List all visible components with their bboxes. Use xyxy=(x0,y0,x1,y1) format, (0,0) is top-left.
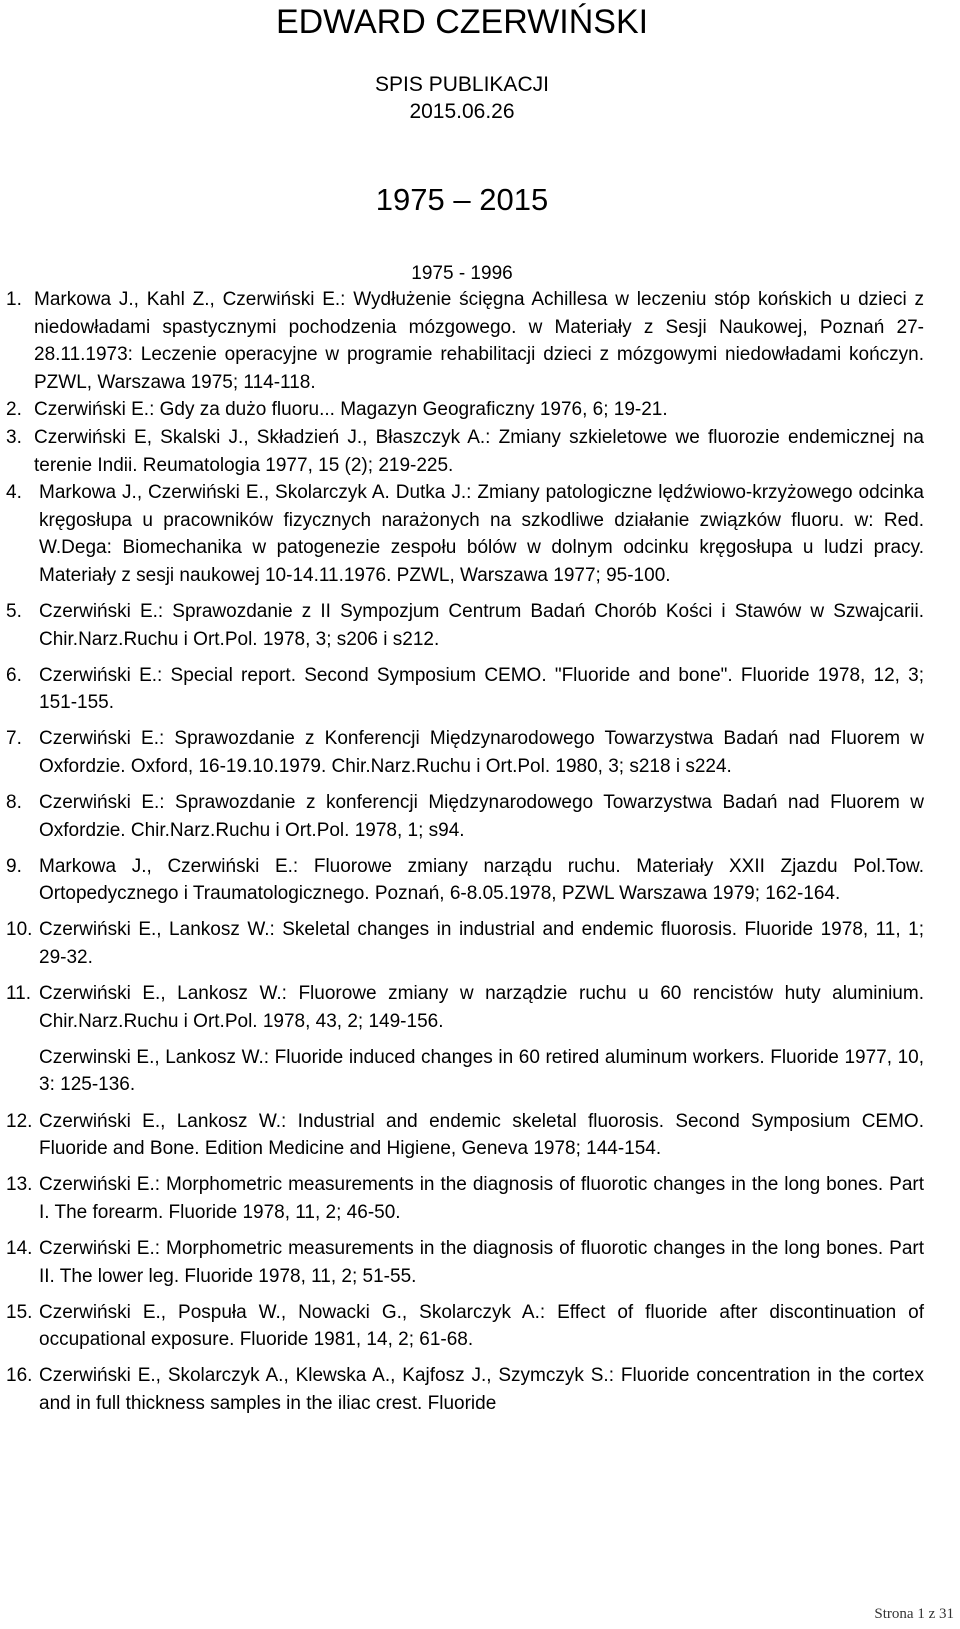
publication-number: 13. xyxy=(6,1174,33,1196)
publication-number: 16. xyxy=(6,1365,33,1387)
publication-text: Czerwiński E.: Morphometric measurements in the diagnosis of fluorotic changes in the long bones. Part II. The lower leg. Fluoride 1978, 11, 2; 51-55. xyxy=(39,1237,924,1287)
publication-item xyxy=(6,725,924,780)
year-range-heading: 1975 – 2015 xyxy=(375,182,549,217)
publication-item xyxy=(6,598,924,653)
publication-number: 15. xyxy=(6,1301,33,1323)
publication-text: Czerwiński E.: Special report. Second Symposium CEMO. "Fluoride and bone". Fluoride 1978, 12, 3; 151-155. xyxy=(39,664,924,714)
publication-list xyxy=(6,286,924,1417)
publication-item xyxy=(6,1171,924,1226)
publication-text: Czerwinski E., Lankosz W.: Fluoride induced changes in 60 retired aluminum workers. Fluoride 1977, 10, 3: 125-136. xyxy=(39,1046,924,1096)
publication-number: 10. xyxy=(6,919,33,941)
publication-number: 5. xyxy=(6,601,22,623)
publication-number: 8. xyxy=(6,792,22,814)
publication-text: Czerwiński E, Skalski J., Składzień J., Błaszczyk A.: Zmiany szkieletowe we fluorozie endemicznej na terenie Indii. Reumatologia 1977, 15 (2); 219-225. xyxy=(34,426,924,476)
publication-number: 4. xyxy=(6,482,22,504)
publication-text: Czerwiński E., Lankosz W.: Fluorowe zmiany w narządzie ruchu u 60 rencistów huty aluminium. Chir.Narz.Ruchu i Ort.Pol. 1978, 43, 2; 149-156. xyxy=(39,983,924,1032)
publication-item xyxy=(6,662,924,717)
publication-item xyxy=(6,789,924,844)
publication-number: 7. xyxy=(6,728,22,750)
publication-number: 6. xyxy=(6,664,22,686)
publication-item xyxy=(6,1108,924,1163)
document-date: 2015.06.26 xyxy=(409,100,515,123)
publication-text: Czerwiński E., Skolarczyk A., Klewska A., Kajfosz J., Szymczyk S.: Fluoride concentration in the cortex and in full thickness samples in the iliac crest. Fluoride xyxy=(39,1365,924,1414)
publication-item xyxy=(6,396,924,424)
publication-item xyxy=(6,1235,924,1290)
page-counter: Strona 1 z 31 xyxy=(874,1606,954,1622)
publication-text: Czerwiński E.: Sprawozdanie z konferencji Międzynarodowego Towarzystwa Badań nad Fluorem w Oxfordzie. Chir.Narz.Ruchu i Ort.Pol. 1978, 1; s94. xyxy=(39,792,924,841)
publication-number: 3. xyxy=(6,426,22,448)
publication-item xyxy=(6,479,924,589)
publication-text: Czerwiński E., Lankosz W.: Industrial and endemic skeletal fluorosis. Second Symposium CEMO. Fluoride and Bone. Edition Medicine and Higiene, Geneva 1978; 144-154. xyxy=(39,1110,924,1160)
publication-item xyxy=(6,1044,924,1099)
publication-number: 9. xyxy=(6,855,22,877)
publication-number: 1. xyxy=(6,289,22,310)
publication-text: Czerwiński E.: Sprawozdanie z II Sympozjum Centrum Badań Chorób Kości i Stawów w Szwajcarii. Chir.Narz.Ruchu i Ort.Pol. 1978, 3; s206 i s212. xyxy=(39,601,924,650)
publication-number xyxy=(6,1044,39,1099)
document-subtitle: SPIS PUBLIKACJI xyxy=(375,73,549,96)
author-title: EDWARD CZERWIŃSKI xyxy=(275,3,649,41)
publication-text: Czerwiński E.: Gdy za dużo fluoru... Magazyn Geograficzny 1976, 6; 19-21. xyxy=(34,399,668,421)
publication-number: 14. xyxy=(6,1237,33,1259)
publication-item xyxy=(6,286,924,396)
publication-item xyxy=(6,916,924,971)
publication-item xyxy=(6,424,924,479)
publication-text: Czerwiński E., Pospuła W., Nowacki G., Skolarczyk A.: Effect of fluoride after discontinuation of occupational exposure. Fluoride 1981, 14, 2; 61-68. xyxy=(39,1301,924,1351)
publication-number: 12. xyxy=(6,1110,33,1132)
publication-item xyxy=(6,853,924,908)
publication-text: Czerwiński E., Lankosz W.: Skeletal changes in industrial and endemic fluorosis. Fluoride 1978, 11, 1; 29-32. xyxy=(39,919,924,969)
publication-text: Markowa J., Czerwiński E.: Fluorowe zmiany narządu ruchu. Materiały XXII Zjazdu Pol.Tow. Ortopedycznego i Traumatologicznego. Poznań, 6-8.05.1978, PZWL Warszawa 1979; 162-164. xyxy=(39,855,924,905)
publication-number: 11. xyxy=(6,983,32,1005)
publication-text: Markowa J., Kahl Z., Czerwiński E.: Wydłużenie ścięgna Achillesa w leczeniu stóp końskich u dzieci z niedowładami spastycznymi pochodzenia mózgowego. w Materiały z Sesji Naukowej, Poznań 27-28.11.1973: Leczenie operacyjne w programie rehabilitacji dzieci z mózgowymi niedowładami kończyn. PZWL, Warszawa 1975; 114-118. xyxy=(34,289,924,393)
publication-item xyxy=(6,1299,924,1354)
publication-item xyxy=(6,980,924,1035)
publication-number: 2. xyxy=(6,399,22,421)
section-heading: 1975 - 1996 xyxy=(411,263,513,284)
publication-text: Markowa J., Czerwiński E., Skolarczyk A. Dutka J.: Zmiany patologiczne lędźwiowo-krzyżowego odcinka kręgosłupa u pracowników fizycznych narażonych na szkodliwe działanie związków fluoru. w: Red. W.Dega: Biomechanika w patogenezie zespołu bólów w dolnym odcinku kręgosłupa u ludzi pracy. Materiały z sesji naukowej 10-14.11.1976. PZWL, Warszawa 1977; 95-100. xyxy=(39,482,924,586)
publication-item xyxy=(6,1362,924,1417)
publication-text: Czerwiński E.: Morphometric measurements in the diagnosis of fluorotic changes in the long bones. Part I. The forearm. Fluoride 1978, 11, 2; 46-50. xyxy=(39,1174,924,1223)
publication-text: Czerwiński E.: Sprawozdanie z Konferencji Międzynarodowego Towarzystwa Badań nad Fluorem w Oxfordzie. Oxford, 16-19.10.1979. Chir.Narz.Ruchu i Ort.Pol. 1980, 3; s218 i s224. xyxy=(39,728,924,777)
